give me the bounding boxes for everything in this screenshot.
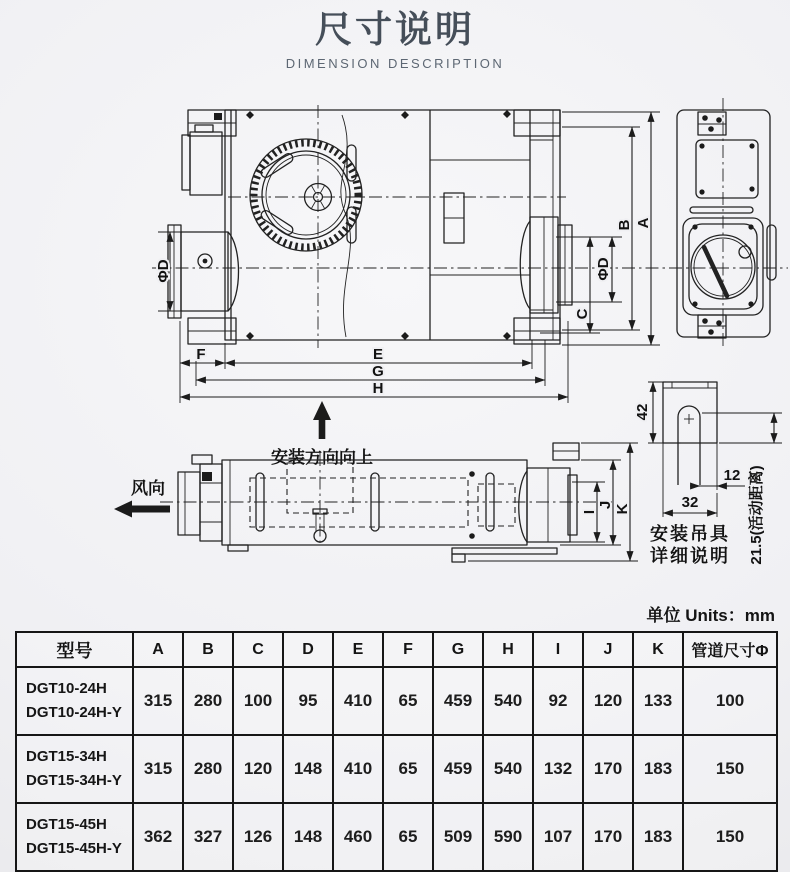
dimension-value: 280 <box>183 735 233 803</box>
dimension-value: 120 <box>233 735 283 803</box>
dimension-value: 509 <box>433 803 483 871</box>
wind-direction <box>114 478 170 518</box>
dimension-value: 107 <box>533 803 583 871</box>
page-header <box>0 8 790 71</box>
column-header: B <box>183 632 233 667</box>
dimension-value: 540 <box>483 735 533 803</box>
table-row <box>16 803 777 871</box>
dimension-value: 150 <box>683 735 777 803</box>
column-header: J <box>583 632 633 667</box>
model-cell <box>16 803 133 871</box>
dim-label-i: I <box>580 509 598 515</box>
dimension-value: 410 <box>333 735 383 803</box>
column-header: F <box>383 632 433 667</box>
dimension-value: 148 <box>283 803 333 871</box>
column-header: C <box>233 632 283 667</box>
dimension-value: 460 <box>333 803 383 871</box>
dim-label-c: C <box>573 308 591 320</box>
dimension-value: 362 <box>133 803 183 871</box>
hanger-detail <box>634 382 782 566</box>
model-name: DGT15-34H <box>26 748 107 765</box>
dimension-value: 65 <box>383 735 433 803</box>
dimension-value: 315 <box>133 667 183 735</box>
column-header: I <box>533 632 583 667</box>
dimension-value: 148 <box>283 735 333 803</box>
dimension-value: 170 <box>583 803 633 871</box>
dim-label-f: F <box>196 346 206 363</box>
model-name: DGT15-45H-Y <box>26 840 122 857</box>
column-header: 管道尺寸Φ <box>683 632 777 667</box>
dimension-value: 327 <box>183 803 233 871</box>
table-row <box>16 735 777 803</box>
dimension-value: 133 <box>633 667 683 735</box>
dimension-value: 92 <box>533 667 583 735</box>
dimension-value: 183 <box>633 735 683 803</box>
dimension-value: 170 <box>583 735 633 803</box>
wind-direction-label: 风向 <box>131 479 165 498</box>
spec-table <box>15 631 778 872</box>
model-name: DGT15-34H-Y <box>26 772 122 789</box>
hanger-caption-line2: 详细说明 <box>650 546 730 566</box>
dimension-value: 126 <box>233 803 283 871</box>
model-cell <box>16 667 133 735</box>
dim-label-32: 32 <box>681 494 699 511</box>
page-title: 尺寸说明 <box>315 9 475 50</box>
column-header: A <box>133 632 183 667</box>
end-view <box>677 110 776 338</box>
dim-label-j: J <box>596 500 614 510</box>
dimension-diagram <box>0 85 790 605</box>
model-name: DGT15-45H <box>26 816 107 833</box>
dimension-value: 459 <box>433 735 483 803</box>
top-view <box>168 110 572 344</box>
install-direction-label: 安装方向向上 <box>271 448 373 467</box>
model-cell <box>16 735 133 803</box>
model-name: DGT10-24H-Y <box>26 704 122 721</box>
dim-label-g: G <box>372 363 384 380</box>
dim-label-travel: 21.5(活动距离) <box>747 465 765 565</box>
dimension-value: 132 <box>533 735 583 803</box>
units-note: 单位 Units：mm <box>646 606 775 625</box>
column-header: G <box>433 632 483 667</box>
dim-label-12: 12 <box>723 467 741 484</box>
hanger-caption-line1: 安装吊具 <box>650 524 730 544</box>
table-row <box>16 667 777 735</box>
spec-table-header-row <box>16 632 777 667</box>
up-arrow-icon <box>313 401 331 420</box>
dimension-value: 100 <box>233 667 283 735</box>
column-header: D <box>283 632 333 667</box>
dimension-value: 540 <box>483 667 533 735</box>
column-header: 型号 <box>16 632 133 667</box>
dimension-value: 410 <box>333 667 383 735</box>
dim-label-e: E <box>372 346 384 363</box>
dimension-value: 590 <box>483 803 533 871</box>
model-name: DGT10-24H <box>26 680 107 697</box>
page-subtitle: DIMENSION DESCRIPTION <box>285 56 505 71</box>
dim-label-phid-left: ΦD <box>154 259 172 283</box>
column-header: H <box>483 632 533 667</box>
column-header: E <box>333 632 383 667</box>
left-arrow-icon <box>114 501 132 518</box>
dimension-value: 280 <box>183 667 233 735</box>
dimension-value: 315 <box>133 735 183 803</box>
side-view <box>178 443 579 562</box>
column-header: K <box>633 632 683 667</box>
dimension-value: 100 <box>683 667 777 735</box>
dimension-value: 183 <box>633 803 683 871</box>
dimension-value: 65 <box>383 803 433 871</box>
dim-label-42: 42 <box>633 403 651 421</box>
dim-label-k: K <box>613 503 631 515</box>
install-direction <box>271 401 373 467</box>
dim-label-h: H <box>372 380 384 397</box>
dim-label-b: B <box>615 219 633 231</box>
dim-label-phid-right: ΦD <box>594 257 612 281</box>
spec-table-body <box>16 667 777 871</box>
dim-label-a: A <box>634 217 652 229</box>
dimension-value: 95 <box>283 667 333 735</box>
dimension-value: 459 <box>433 667 483 735</box>
dimension-value: 120 <box>583 667 633 735</box>
dimension-value: 150 <box>683 803 777 871</box>
centerlines <box>152 98 788 547</box>
dimension-value: 65 <box>383 667 433 735</box>
